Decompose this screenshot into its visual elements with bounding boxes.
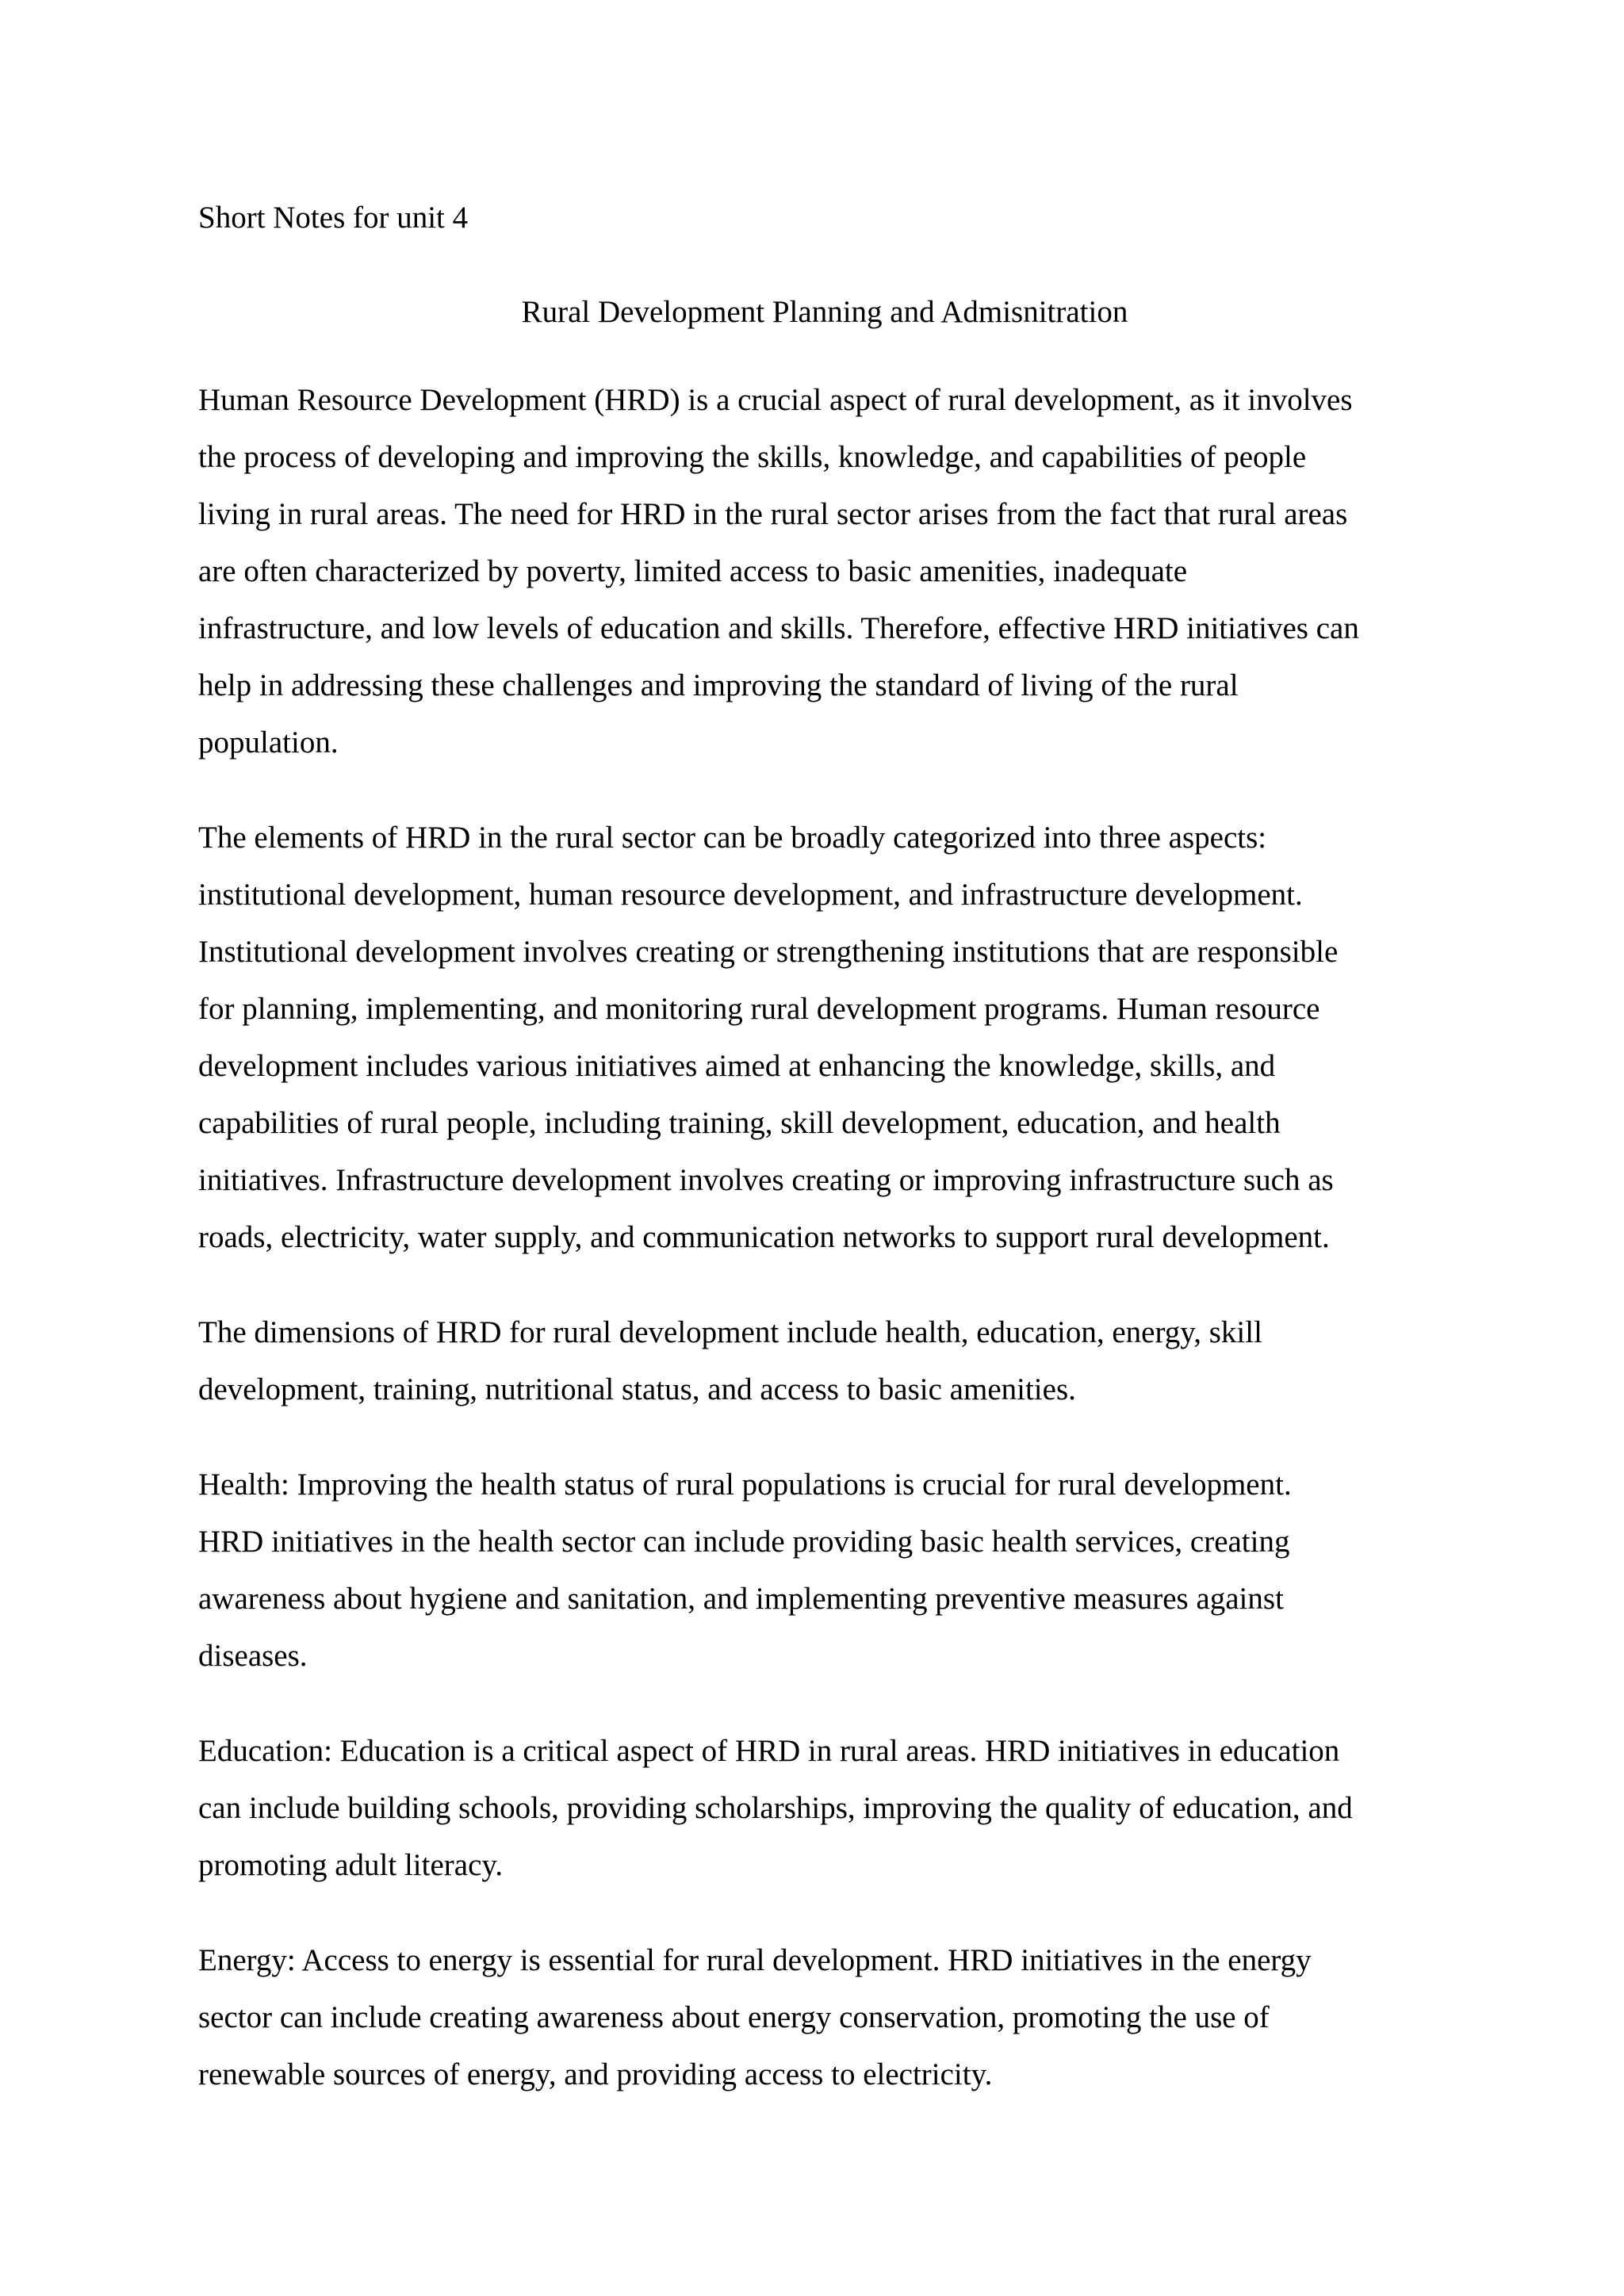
text-line: Education: Education is a critical aspect of HRD in rural areas. HRD initiatives in education [198, 1734, 1340, 1768]
paragraph-hrd-dimensions [198, 1304, 1451, 1418]
paragraph-health [198, 1456, 1451, 1685]
text-line: The elements of HRD in the rural sector can be broadly categorized into three aspects: [198, 821, 1267, 855]
text-line: The dimensions of HRD for rural development include health, education, energy, skill [198, 1315, 1262, 1349]
document-title: Rural Development Planning and Admisnitration [521, 295, 1128, 329]
text-line: roads, electricity, water supply, and communication networks to support rural development. [198, 1220, 1330, 1254]
text-line: help in addressing these challenges and improving the standard of living of the rural [198, 668, 1239, 702]
text-line: awareness about hygiene and sanitation, and implementing preventive measures against [198, 1582, 1284, 1616]
text-line: infrastructure, and low levels of education and skills. Therefore, effective HRD initiatives can [198, 611, 1359, 645]
text-line: HRD initiatives in the health sector can include providing basic health services, creating [198, 1525, 1290, 1559]
text-line: Energy: Access to energy is essential for rural development. HRD initiatives in the energy [198, 1943, 1312, 1977]
text-line: renewable sources of energy, and providing access to electricity. [198, 2057, 993, 2091]
text-line: capabilities of rural people, including training, skill development, education, and health [198, 1106, 1281, 1140]
text-line: initiatives. Infrastructure development involves creating or improving infrastructure such as [198, 1163, 1334, 1197]
text-line: living in rural areas. The need for HRD in the rural sector arises from the fact that rural areas [198, 497, 1348, 531]
text-line: Human Resource Development (HRD) is a crucial aspect of rural development, as it involves [198, 383, 1353, 417]
document-page [198, 194, 1451, 2103]
paragraph-hrd-elements [198, 809, 1451, 1266]
paragraph-education [198, 1723, 1451, 1894]
text-line: promoting adult literacy. [198, 1848, 504, 1882]
text-line: for planning, implementing, and monitoring rural development programs. Human resource [198, 992, 1320, 1026]
text-line: development includes various initiatives aimed at enhancing the knowledge, skills, and [198, 1049, 1276, 1083]
paragraph-hrd-intro [198, 372, 1451, 771]
text-line: Institutional development involves creating or strengthening institutions that are responsible [198, 935, 1339, 969]
paragraph-energy [198, 1932, 1451, 2103]
text-line: diseases. [198, 1639, 308, 1673]
text-line: population. [198, 725, 339, 760]
text-line: the process of developing and improving the skills, knowledge, and capabilities of people [198, 440, 1307, 474]
text-line: development, training, nutritional status, and access to basic amenities. [198, 1372, 1076, 1406]
document-label: Short Notes for unit 4 [198, 201, 469, 235]
text-line: sector can include creating awareness about energy conservation, promoting the use of [198, 2000, 1270, 2034]
text-line: can include building schools, providing scholarships, improving the quality of education, and [198, 1791, 1353, 1825]
text-line: are often characterized by poverty, limited access to basic amenities, inadequate [198, 554, 1188, 588]
text-line: Health: Improving the health status of rural populations is crucial for rural development. [198, 1468, 1292, 1502]
text-line: institutional development, human resource development, and infrastructure development. [198, 878, 1303, 912]
